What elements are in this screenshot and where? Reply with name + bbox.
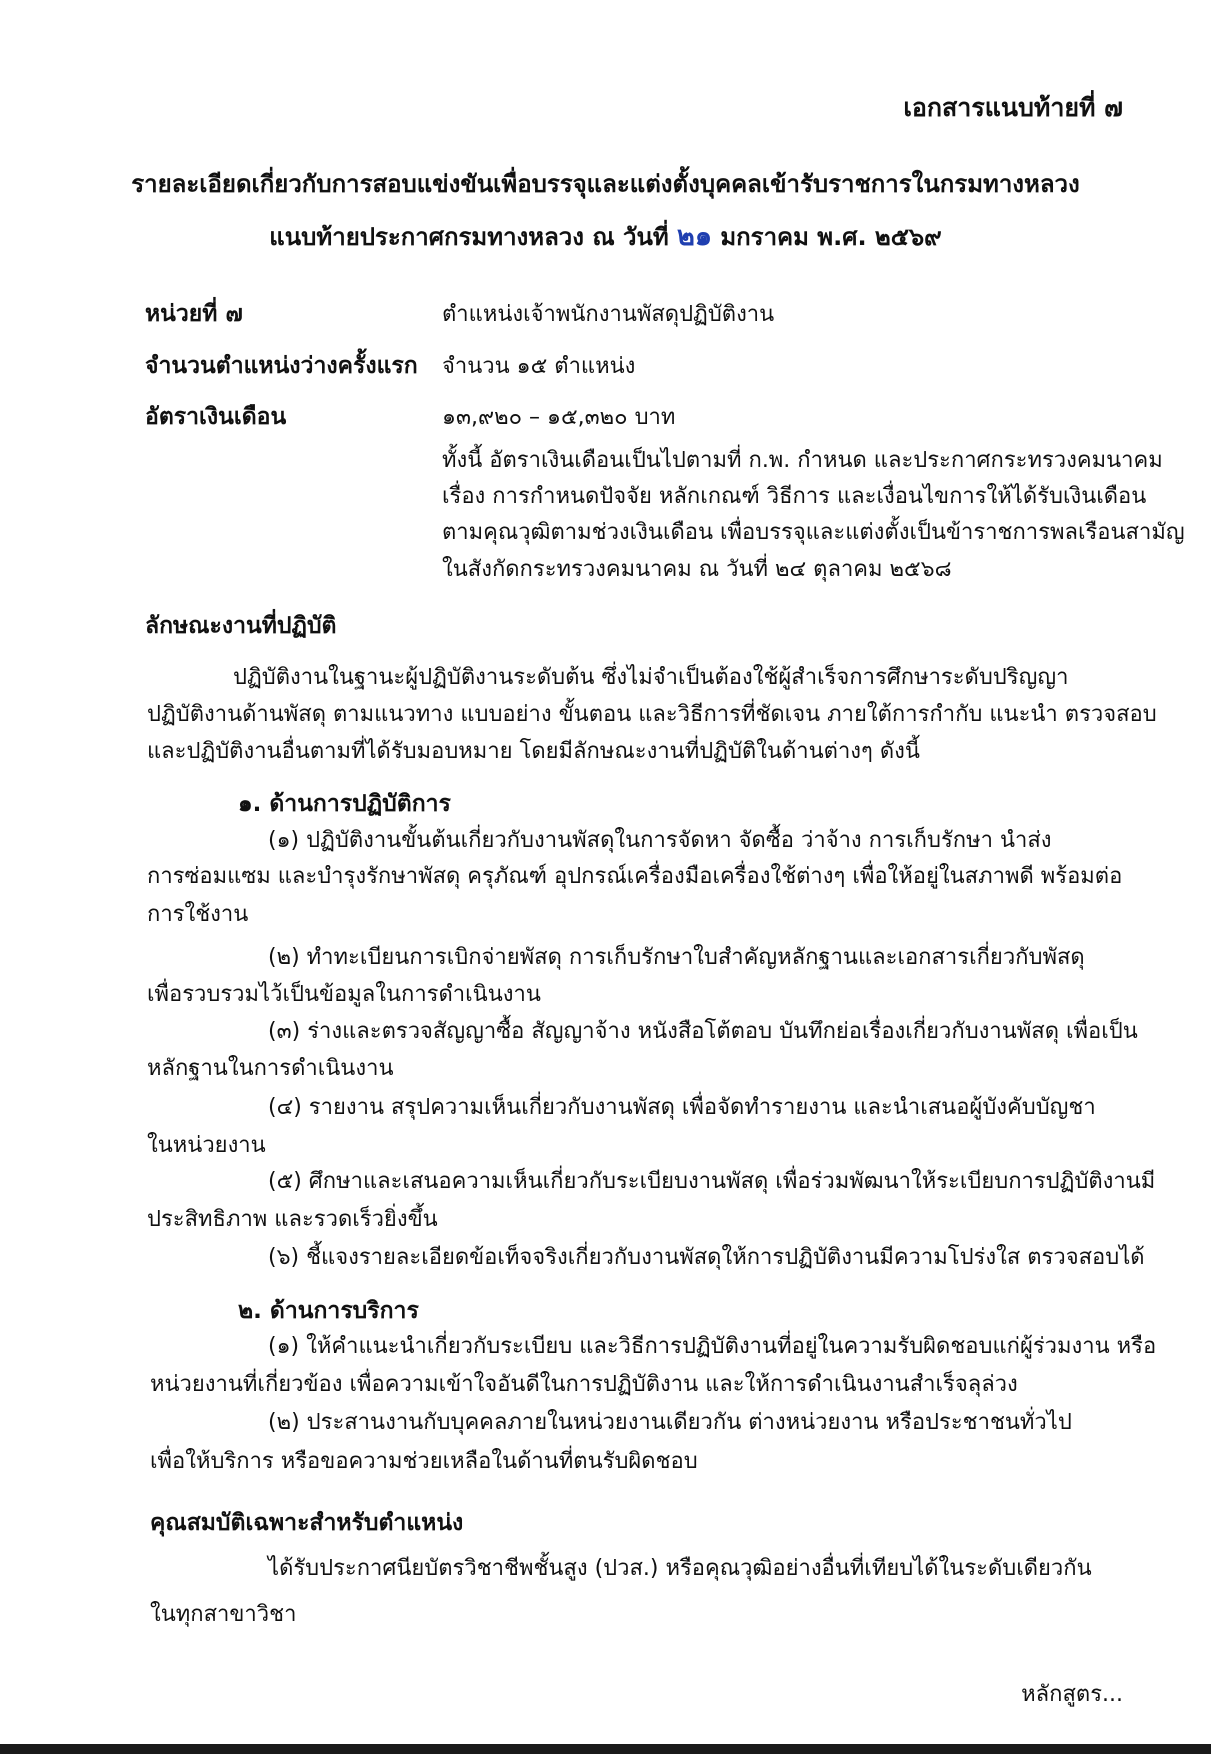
duties-intro-line: และปฏิบัติงานอื่นตามที่ได้รับมอบหมาย โดยมีลักษณะงานที่ปฏิบัติในด้านต่างๆ ดังนี้ [147, 739, 920, 764]
subtitle-prefix: แนบท้ายประกาศกรมทางหลวง ณ วันที่ [269, 223, 669, 251]
section1-line: (๔) รายงาน สรุปความเห็นเกี่ยวกับงานพัสดุ เพื่อจัดทำรายงาน และนำเสนอผู้บังคับบัญชา [268, 1095, 1096, 1120]
section1-line: หลักฐานในการดำเนินงาน [147, 1056, 394, 1081]
salary-label: อัตราเงินเดือน [145, 404, 287, 430]
subtitle-suffix: มกราคม พ.ศ. ๒๕๖๙ [720, 223, 942, 251]
section1-line: ประสิทธิภาพ และรวดเร็วยิ่งขึ้น [147, 1207, 438, 1232]
section2-line: หน่วยงานที่เกี่ยวข้อง เพื่อความเข้าใจอันดีในการปฏิบัติงาน และให้การดำเนินงานสำเร็จลุล่วง [150, 1372, 1018, 1397]
qualification-heading: คุณสมบัติเฉพาะสำหรับตำแหน่ง [150, 1510, 464, 1536]
section1-line: การซ่อมแซม และบำรุงรักษาพัสดุ ครุภัณฑ์ อุปกรณ์เครื่องมือเครื่องใช้ต่างๆ เพื่อให้อยู่ในสภาพดี พร้อมต่อ [147, 864, 1123, 889]
section2-line: (๒) ประสานงานกับบุคคลภายในหน่วยงานเดียวกัน ต่างหน่วยงาน หรือประชาชนทั่วไป [268, 1410, 1072, 1435]
qualification-line: ในทุกสาขาวิชา [150, 1602, 297, 1627]
salary-note-line: ทั้งนี้ อัตราเงินเดือนเป็นไปตามที่ ก.พ. กำหนด และประกาศกระทรวงคมนาคม [442, 448, 1163, 473]
unit-value: ตำแหน่งเจ้าพนักงานพัสดุปฏิบัติงาน [442, 302, 775, 327]
section1-line: (๖) ชี้แจงรายละเอียดข้อเท็จจริงเกี่ยวกับงานพัสดุให้การปฏิบัติงานมีความโปร่งใส ตรวจสอบได้ [268, 1245, 1145, 1270]
salary-note-line: เรื่อง การกำหนดปัจจัย หลักเกณฑ์ วิธีการ และเงื่อนไขการให้ได้รับเงินเดือน [442, 484, 1147, 509]
section1-line: ในหน่วยงาน [147, 1133, 266, 1158]
document-title: รายละเอียดเกี่ยวกับการสอบแข่งขันเพื่อบรรจุและแต่งตั้งบุคคลเข้ารับราชการในกรมทางหลวง [131, 170, 1080, 198]
salary-value: ๑๓,๙๒๐ – ๑๕,๓๒๐ บาท [442, 405, 676, 430]
document-subtitle [0, 214, 1211, 257]
vacancy-label: จำนวนตำแหน่งว่างครั้งแรก [145, 353, 418, 379]
section1-line: (๑) ปฏิบัติงานขั้นต้นเกี่ยวกับงานพัสดุในการจัดหา จัดซื้อ ว่าจ้าง การเก็บรักษา นำส่ง [268, 828, 1052, 853]
section1-line: (๕) ศึกษาและเสนอความเห็นเกี่ยวกับระเบียบงานพัสดุ เพื่อร่วมพัฒนาให้ระเบียบการปฏิบัติงานมี [268, 1169, 1156, 1194]
duties-intro-line: ปฏิบัติงานด้านพัสดุ ตามแนวทาง แบบอย่าง ขั้นตอน และวิธีการที่ชัดเจน ภายใต้การกำกับ แนะนำ ตรวจสอบ [147, 702, 1157, 727]
section2-heading: ๒. ด้านการบริการ [238, 1298, 419, 1324]
duties-heading: ลักษณะงานที่ปฏิบัติ [145, 613, 337, 639]
section2-line: เพื่อให้บริการ หรือขอความช่วยเหลือในด้านที่ตนรับผิดชอบ [150, 1449, 698, 1474]
announcement-day: ๒๑ [677, 221, 712, 252]
duties-intro-line: ปฏิบัติงานในฐานะผู้ปฏิบัติงานระดับต้น ซึ่งไม่จำเป็นต้องใช้ผู้สำเร็จการศึกษาระดับปริญญา [233, 665, 1069, 690]
section1-line: (๒) ทำทะเบียนการเบิกจ่ายพัสดุ การเก็บรักษาใบสำคัญหลักฐานและเอกสารเกี่ยวกับพัสดุ [268, 945, 1085, 970]
unit-label: หน่วยที่ ๗ [145, 301, 243, 327]
page-continuation: หลักสูตร... [1021, 1682, 1123, 1707]
section1-line: (๓) ร่างและตรวจสัญญาซื้อ สัญญาจ้าง หนังสือโต้ตอบ บันทึกย่อเรื่องเกี่ยวกับงานพัสดุ เพื่อเป็น [268, 1019, 1138, 1044]
vacancy-value: จำนวน ๑๕ ตำแหน่ง [442, 354, 636, 379]
salary-note-line: ในสังกัดกระทรวงคมนาคม ณ วันที่ ๒๔ ตุลาคม ๒๕๖๘ [442, 557, 952, 582]
scan-edge [0, 1744, 1211, 1754]
qualification-line: ได้รับประกาศนียบัตรวิชาชีพชั้นสูง (ปวส.) หรือคุณวุฒิอย่างอื่นที่เทียบได้ในระดับเดียวกัน [268, 1556, 1092, 1581]
annex-label: เอกสารแนบท้ายที่ ๗ [903, 93, 1123, 122]
section1-line: เพื่อรวบรวมไว้เป็นข้อมูลในการดำเนินงาน [147, 982, 541, 1007]
section1-line: การใช้งาน [147, 902, 249, 927]
section2-line: (๑) ให้คำแนะนำเกี่ยวกับระเบียบ และวิธีการปฏิบัติงานที่อยู่ในความรับผิดชอบแก่ผู้ร่วมงาน หรือ [268, 1334, 1157, 1359]
section1-heading: ๑. ด้านการปฏิบัติการ [238, 791, 451, 817]
salary-note-line: ตามคุณวุฒิตามช่วงเงินเดือน เพื่อบรรจุและแต่งตั้งเป็นข้าราชการพลเรือนสามัญ [442, 520, 1185, 545]
